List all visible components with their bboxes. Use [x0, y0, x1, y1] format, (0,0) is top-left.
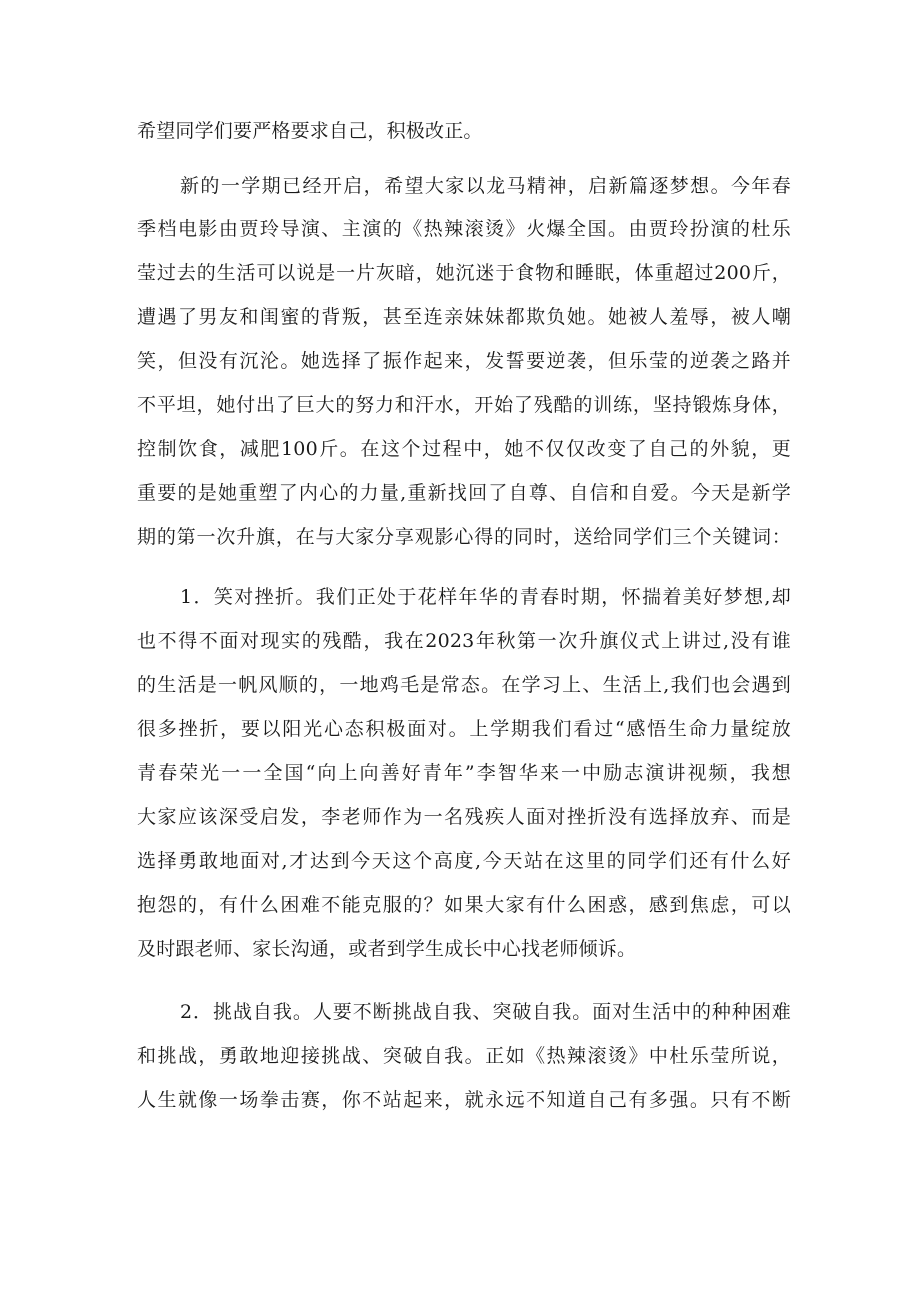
paragraph-first-line: 新的一学期已经开启，希望大家以龙马精神，启新篇逐梦想。今年春: [180, 175, 791, 197]
text-line: 笑，但没有沉沦。她选择了振作起来，发誓要逆袭，但乐莹的逆袭之路并: [137, 350, 791, 372]
text-line: 青春荣光一一全国“向上向善好青年”李智华来一中励志演讲视频，我想: [137, 762, 791, 784]
text-line: 人生就像一场拳击赛，你不站起来，就永远不知道自己有多强。只有不断: [137, 1089, 791, 1111]
text-line: 和挑战，勇敢地迎接挑战、突破自我。正如《热辣滚烫》中杜乐莹所说，: [137, 1045, 791, 1067]
text-line: 不平坦，她付出了巨大的努力和汗水，开始了残酷的训练，坚持锻炼身体，: [137, 394, 791, 416]
text-line: 期的第一次升旗，在与大家分享观影心得的同时，送给同学们三个关键词：: [137, 526, 791, 548]
text-line: 莹过去的生活可以说是一片灰暗，她沉迷于食物和睡眠，体重超过200斤，: [137, 262, 791, 284]
text-line: 希望同学们要严格要求自己，积极改正。: [137, 120, 483, 142]
text-line: 抱怨的，有什么困难不能克服的？如果大家有什么困惑，感到焦虑，可以: [137, 894, 791, 916]
text-line: 选择勇敢地面对,才达到今天这个高度,今天站在这里的同学们还有什么好: [137, 850, 791, 872]
text-line: 季档电影由贾玲导演、主演的《热辣滚烫》火爆全国。由贾玲扮演的杜乐: [137, 218, 791, 240]
text-line: 及时跟老师、家长沟通，或者到学生成长中心找老师倾诉。: [137, 938, 637, 960]
text-line: 的生活是一帆风顺的，一地鸡毛是常态。在学习上、生活上,我们也会遇到: [137, 674, 791, 696]
list-item-heading: 2．挑战自我。人要不断挑战自我、突破自我。面对生活中的种种困难: [180, 1001, 791, 1023]
text-line: 控制饮食，减肥100斤。在这个过程中，她不仅仅改变了自己的外貌，更: [137, 438, 791, 460]
text-line: 也不得不面对现实的残酷，我在2023年秋第一次升旗仪式上讲过,没有谁: [137, 630, 791, 652]
text-line: 大家应该深受启发，李老师作为一名残疾人面对挫折没有选择放弃、而是: [137, 806, 791, 828]
text-line: 重要的是她重塑了内心的力量,重新找回了自尊、自信和自爱。今天是新学: [137, 482, 791, 504]
text-line: 遭遇了男友和闺蜜的背叛，甚至连亲妹妹都欺负她。她被人羞辱，被人嘲: [137, 306, 791, 328]
text-line: 很多挫折，要以阳光心态积极面对。上学期我们看过“感悟生命力量绽放: [137, 718, 791, 740]
list-item-heading: 1．笑对挫折。我们正处于花样年华的青春时期，怀揣着美好梦想,却: [180, 586, 791, 608]
